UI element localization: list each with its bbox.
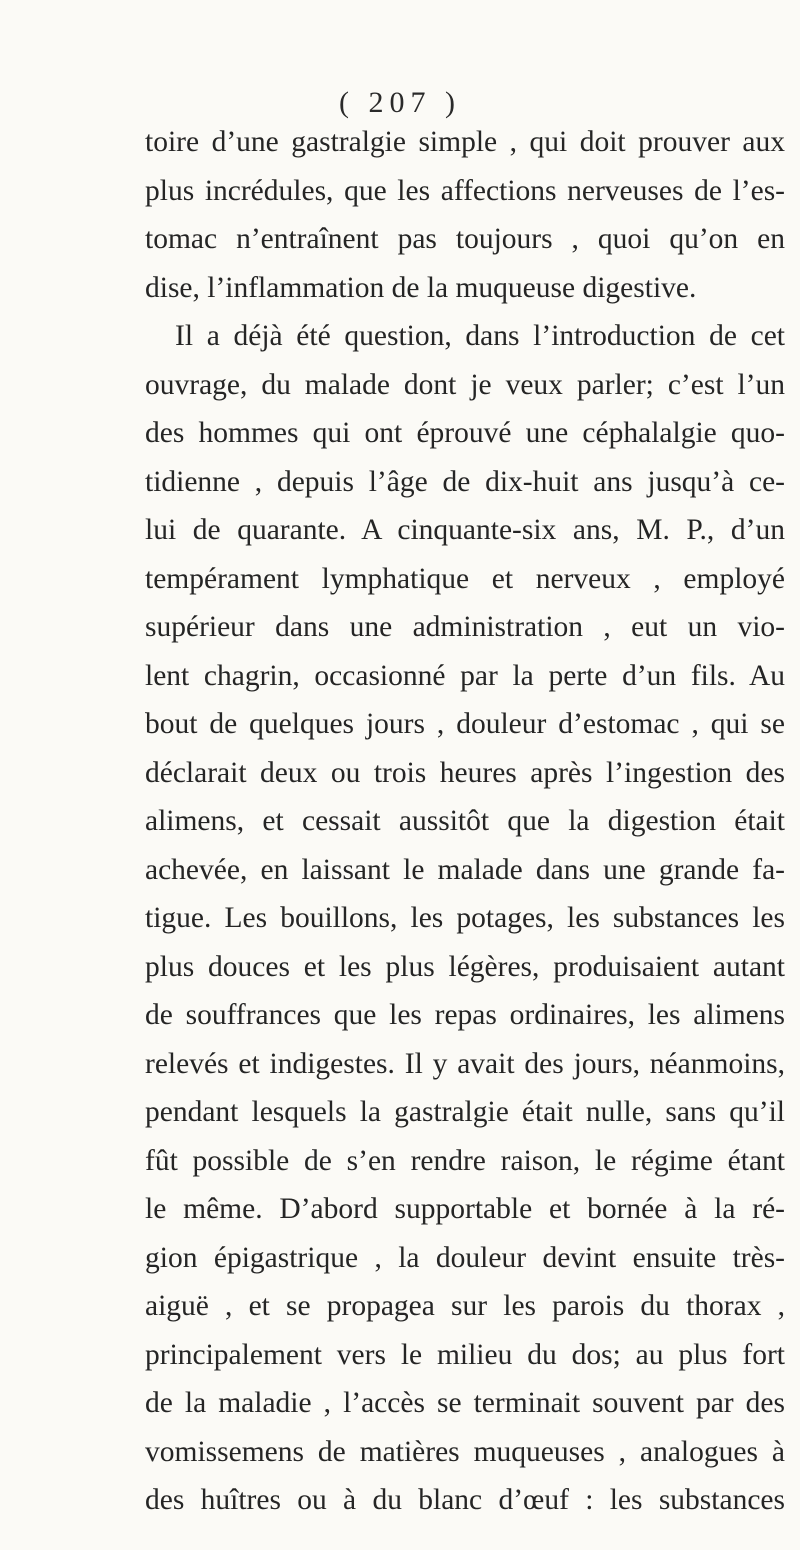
text-line: Il a déjà été question, dans l’introduction de cet	[175, 320, 785, 352]
text-line: déclarait deux ou trois heures après l’ingestion des	[145, 756, 785, 789]
page-number: ( 207 )	[339, 86, 461, 119]
text-line: tempérament lymphatique et nerveux , employé	[145, 562, 785, 595]
text-line: alimens, et cessait aussitôt que la digestion était	[145, 805, 785, 837]
text-line: achevée, en laissant le malade dans une grande fa-	[145, 853, 785, 886]
text-line: toire d’une gastralgie simple , qui doit prouver aux	[145, 126, 785, 158]
text-line: des huîtres ou à du blanc d’œuf : les substances	[145, 1484, 785, 1516]
text-line: pendant lesquels la gastralgie était nulle, sans qu’il	[145, 1096, 785, 1128]
text-line: ouvrage, du malade dont je veux parler; c’est l’un	[145, 368, 785, 401]
text-line: fût possible de s’en rendre raison, le régime étant	[145, 1144, 785, 1177]
text-line: tomac n’entraînent pas toujours , quoi qu’on en	[145, 223, 785, 255]
text-line: supérieur dans une administration , eut un vio-	[145, 611, 785, 643]
text-line: aiguë , et se propagea sur les parois du thorax ,	[145, 1290, 785, 1322]
text-line: dise, l’inflammation de la muqueuse digestive.	[145, 271, 697, 304]
text-line: de la maladie , l’accès se terminait souvent par des	[145, 1387, 785, 1419]
text-line: vomissemens de matières muqueuses , analogues à	[145, 1435, 785, 1468]
text-line: tigue. Les bouillons, les potages, les substances les	[145, 902, 785, 934]
text-line: plus incrédules, que les affections nerveuses de l’es-	[145, 174, 785, 207]
body-text	[145, 118, 785, 1525]
text-line: le même. D’abord supportable et bornée à la ré-	[145, 1193, 785, 1225]
text-line: gion épigastrique , la douleur devint ensuite très-	[145, 1241, 785, 1274]
text-line: relevés et indigestes. Il y avait des jours, néanmoins,	[145, 1047, 785, 1080]
text-line: tidienne , depuis l’âge de dix-huit ans jusqu’à ce-	[145, 465, 785, 498]
text-line: lui de quarante. A cinquante-six ans, M. P., d’un	[145, 514, 785, 546]
text-line: principalement vers le milieu du dos; au plus fort	[145, 1338, 785, 1371]
text-line: des hommes qui ont éprouvé une céphalalgie quo-	[145, 417, 785, 449]
text-line: plus douces et les plus légères, produisaient autant	[145, 950, 785, 983]
text-line: de souffrances que les repas ordinaires, les alimens	[145, 999, 785, 1031]
text-line: bout de quelques jours , douleur d’estomac , qui se	[145, 708, 785, 740]
text-line: lent chagrin, occasionné par la perte d’un fils. Au	[145, 659, 785, 692]
